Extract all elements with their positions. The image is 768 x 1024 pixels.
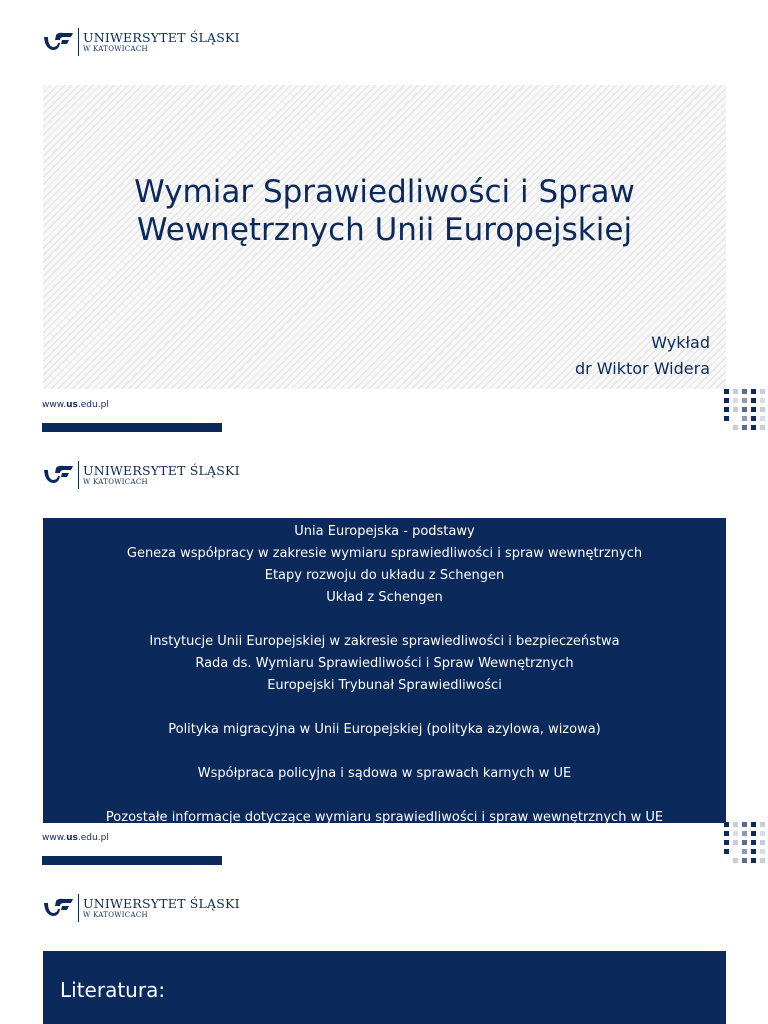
- university-city: W KATOWICACH: [83, 477, 148, 486]
- agenda-spacer: [43, 697, 726, 719]
- slide-literature: [0, 866, 768, 1024]
- title-panel: [43, 85, 726, 389]
- decorative-dot: [742, 389, 747, 394]
- footer-bar: [42, 856, 222, 865]
- decorative-dot: [724, 389, 729, 394]
- university-emblem-icon: [42, 31, 74, 53]
- decorative-dot: [733, 407, 738, 412]
- university-emblem-icon: [42, 464, 74, 486]
- decorative-dot: [751, 831, 756, 836]
- decorative-dot: [742, 822, 747, 827]
- decorative-dot: [760, 840, 765, 845]
- logo-separator: [78, 894, 79, 922]
- agenda-list: [43, 518, 726, 823]
- slide-agenda: [0, 433, 768, 865]
- agenda-item: Układ z Schengen: [326, 590, 443, 605]
- agenda-item: Rada ds. Wymiaru Sprawiedliwości i Spraw Wewnętrznych: [195, 656, 574, 671]
- decorative-dot: [733, 840, 738, 845]
- university-name: UNIWERSYTET ŚLĄSKI: [83, 29, 240, 45]
- decorative-dot: [760, 831, 765, 836]
- decorative-dot: [751, 840, 756, 845]
- logo-separator: [78, 461, 79, 489]
- decorative-dot: [724, 398, 729, 403]
- decorative-dots-icon: [724, 822, 768, 865]
- agenda-spacer: [43, 785, 726, 807]
- decorative-dot: [760, 389, 765, 394]
- subtitle-author: dr Wiktor Widera: [574, 359, 710, 378]
- agenda-spacer: [43, 609, 726, 631]
- university-name: UNIWERSYTET ŚLĄSKI: [83, 895, 240, 911]
- decorative-dot: [742, 398, 747, 403]
- decorative-dot: [751, 416, 756, 421]
- decorative-dot: [733, 822, 738, 827]
- subtitle-lecture: Wykład: [651, 333, 710, 352]
- decorative-dot: [742, 840, 747, 845]
- decorative-dot: [742, 858, 747, 863]
- literature-panel: [43, 951, 726, 1024]
- decorative-dot: [733, 398, 738, 403]
- slide-title: [0, 0, 768, 432]
- decorative-dot: [760, 407, 765, 412]
- decorative-dot: [760, 398, 765, 403]
- university-logo: [42, 459, 240, 491]
- decorative-dots-icon: [724, 389, 768, 432]
- agenda-item: Instytucje Unii Europejskiej w zakresie sprawiedliwości i bezpieczeństwa: [149, 634, 620, 649]
- decorative-dot: [751, 389, 756, 394]
- literature-heading: Literatura:: [60, 978, 166, 1002]
- decorative-dot: [733, 831, 738, 836]
- decorative-dot: [742, 425, 747, 430]
- decorative-dot: [760, 425, 765, 430]
- university-logo: [42, 26, 240, 58]
- decorative-dot: [760, 849, 765, 854]
- logo-separator: [78, 28, 79, 56]
- agenda-item: Polityka migracyjna w Unii Europejskiej (polityka azylowa, wizowa): [168, 722, 601, 737]
- decorative-dot: [760, 858, 765, 863]
- decorative-dot: [760, 822, 765, 827]
- presentation-title: Wymiar Sprawiedliwości i Spraw Wewnętrznych Unii Europejskiej: [134, 174, 635, 248]
- decorative-dot: [724, 416, 729, 421]
- decorative-dot: [742, 849, 747, 854]
- agenda-item: Europejski Trybunał Sprawiedliwości: [267, 678, 502, 693]
- decorative-dot: [751, 425, 756, 430]
- agenda-item: Współpraca policyjna i sądowa w sprawach karnych w UE: [197, 766, 572, 781]
- decorative-dot: [751, 858, 756, 863]
- decorative-dot: [742, 407, 747, 412]
- university-emblem-icon: [42, 897, 74, 919]
- agenda-item: Etapy rozwoju do układu z Schengen: [264, 568, 505, 583]
- decorative-dot: [733, 389, 738, 394]
- footer-url: www.us.edu.pl: [42, 833, 109, 843]
- agenda-spacer: [43, 741, 726, 763]
- decorative-dot: [724, 822, 729, 827]
- decorative-dot: [733, 858, 738, 863]
- agenda-item: Unia Europejska - podstawy: [294, 524, 475, 539]
- decorative-dot: [724, 407, 729, 412]
- decorative-dot: [751, 398, 756, 403]
- presentation-subtitle: [575, 330, 710, 382]
- decorative-dot: [751, 822, 756, 827]
- decorative-dot: [742, 831, 747, 836]
- decorative-dot: [751, 849, 756, 854]
- footer-bar: [42, 423, 222, 432]
- university-name: UNIWERSYTET ŚLĄSKI: [83, 462, 240, 478]
- agenda-panel: [43, 518, 726, 823]
- agenda-item: Pozostałe informacje dotyczące wymiaru sprawiedliwości i spraw wewnętrznych w UE: [105, 810, 664, 823]
- decorative-dot: [751, 407, 756, 412]
- decorative-dot: [724, 849, 729, 854]
- decorative-dot: [760, 416, 765, 421]
- agenda-item: Geneza współpracy w zakresie wymiaru sprawiedliwości i spraw wewnętrznych: [126, 546, 643, 561]
- university-city: W KATOWICACH: [83, 910, 148, 919]
- decorative-dot: [733, 425, 738, 430]
- decorative-dot: [724, 840, 729, 845]
- decorative-dot: [742, 416, 747, 421]
- university-city: W KATOWICACH: [83, 44, 148, 53]
- footer-url: www.us.edu.pl: [42, 400, 109, 410]
- university-logo: [42, 892, 240, 924]
- decorative-dot: [724, 831, 729, 836]
